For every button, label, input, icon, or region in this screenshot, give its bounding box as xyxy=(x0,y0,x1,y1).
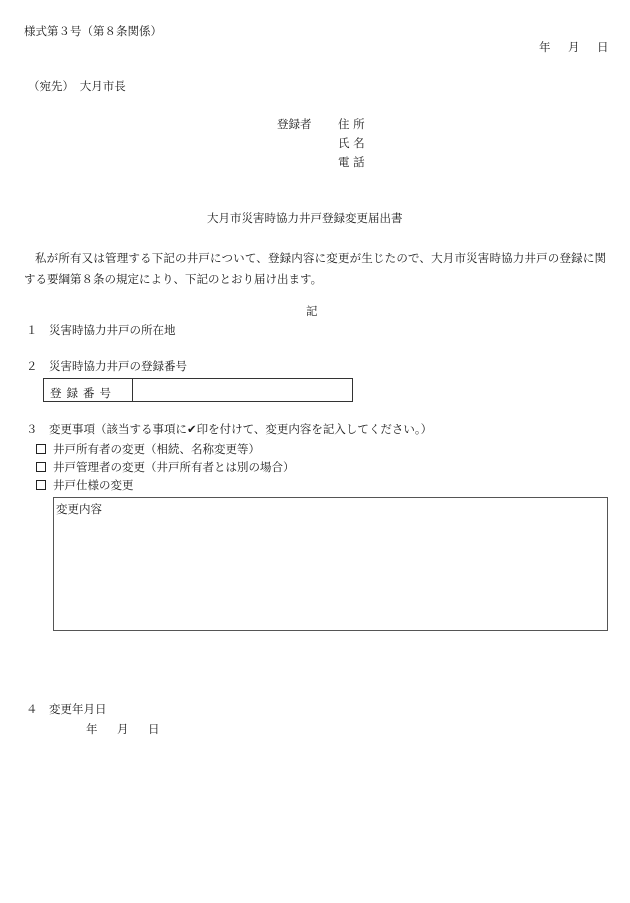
form-number: 様式第３号（第８条関係） xyxy=(24,24,162,38)
option-label: 井戸管理者の変更（井戸所有者とは別の場合） xyxy=(53,460,295,474)
ki-marker: 記 xyxy=(306,304,318,318)
body-paragraph: 私が所有又は管理する下記の井戸について、登録内容に変更が生じたので、大月市災害時協力井戸の登録に関する要綱第８条の規定により、下記のとおり届け出ます。 xyxy=(24,251,606,286)
item-1-location: １ 災害時協力井戸の所在地 xyxy=(26,323,176,337)
registration-number-table xyxy=(43,378,353,402)
change-content-label: 変更内容 xyxy=(56,502,102,516)
option-label: 井戸所有者の変更（相続、名称変更等） xyxy=(53,442,260,456)
option-manager-change[interactable] xyxy=(36,462,295,474)
registration-number-field[interactable] xyxy=(134,379,352,401)
item-2-registration-number: ２ 災害時協力井戸の登録番号 xyxy=(26,359,187,373)
date-bottom: 年 月 日 xyxy=(86,722,164,736)
item-4-change-date: ４ 変更年月日 xyxy=(26,702,107,716)
option-label: 井戸仕様の変更 xyxy=(53,478,134,492)
item-3-change-items: ３ 変更事項（該当する事項に✔印を付けて、変更内容を記入してください。） xyxy=(26,422,433,436)
checkbox-icon[interactable] xyxy=(36,444,46,454)
addressee: （宛先） 大月市長 xyxy=(28,79,126,93)
checkbox-icon[interactable] xyxy=(36,480,46,490)
option-spec-change[interactable] xyxy=(36,480,134,492)
registration-number-label: 登録番号 xyxy=(50,386,116,400)
name-label: 氏 名 xyxy=(338,136,365,150)
checkbox-icon[interactable] xyxy=(36,462,46,472)
registrant-label: 登録者 xyxy=(277,117,312,131)
document-title: 大月市災害時協力井戸登録変更届出書 xyxy=(207,211,403,225)
date-top: 年 月 日 xyxy=(539,40,612,54)
change-content-box[interactable] xyxy=(53,497,608,631)
phone-label: 電 話 xyxy=(338,155,365,169)
address-label: 住 所 xyxy=(338,117,365,131)
registration-number-label-cell xyxy=(44,379,133,401)
option-owner-change[interactable] xyxy=(36,444,260,456)
